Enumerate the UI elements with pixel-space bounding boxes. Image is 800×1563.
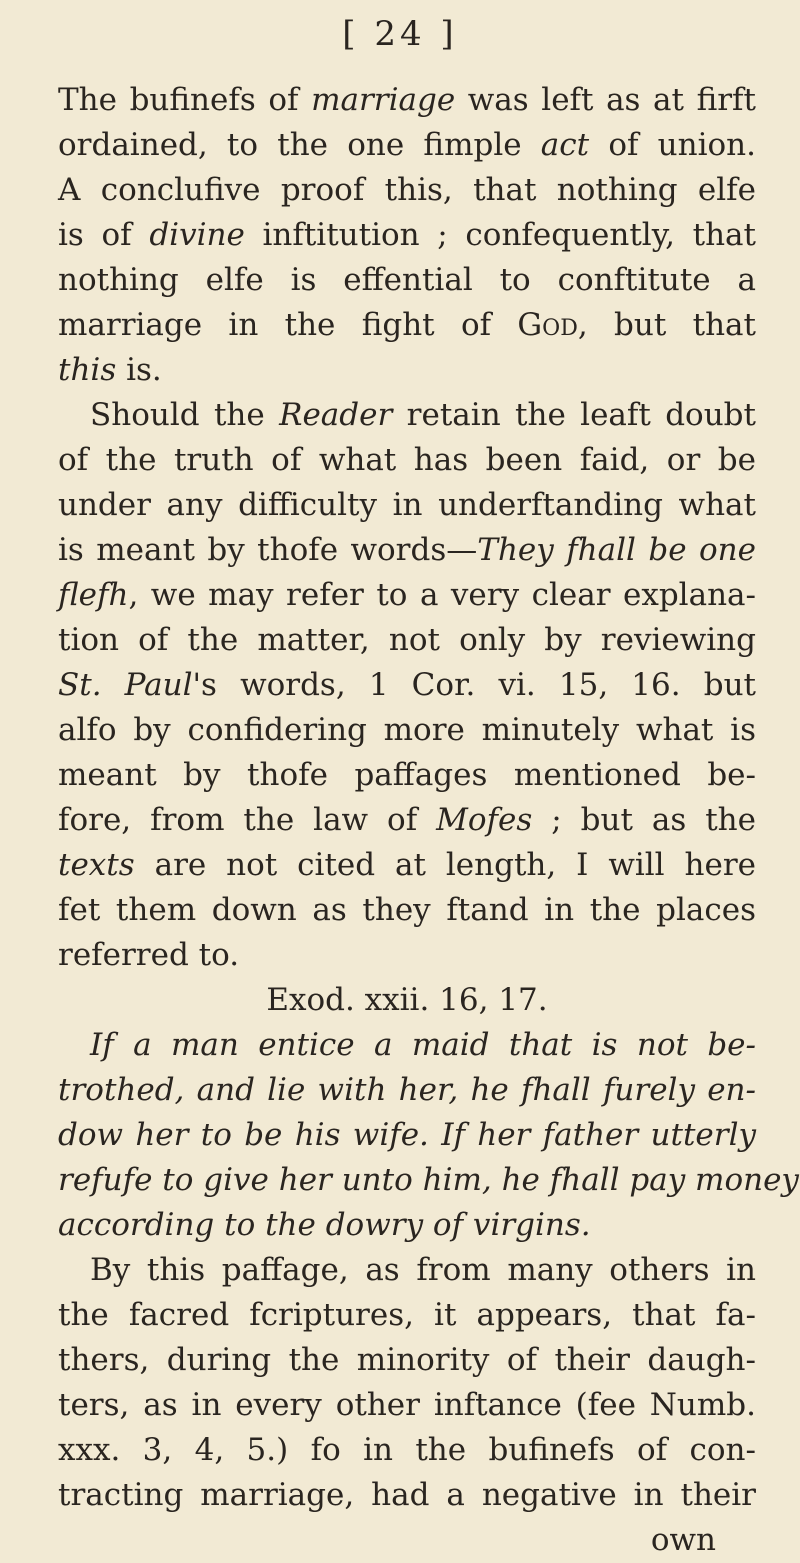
text-line	[58, 888, 756, 933]
text-segment: trothed, and lie with her, he fhall furely en-	[58, 1072, 756, 1108]
text-segment: nothing elfe is effential to conftitute a	[58, 262, 756, 298]
text-line	[58, 1473, 756, 1518]
text-line	[58, 1383, 756, 1428]
text-segment: , we may refer to a very clear explana-	[128, 577, 756, 613]
text-segment: If a man entice a maid that is not be-	[90, 1027, 756, 1063]
text-segment: are not cited at length, I will here	[134, 847, 756, 883]
text-line	[58, 1068, 756, 1113]
text-line	[58, 978, 756, 1023]
text-line	[58, 843, 756, 888]
text-line	[58, 1293, 756, 1338]
text-segment: divine	[149, 217, 245, 253]
text-line	[58, 168, 756, 213]
text-segment: fet them down as they ftand in the places	[58, 892, 756, 928]
text-segment: this	[58, 352, 117, 388]
text-segment: The bufinefs of	[58, 82, 312, 118]
text-line	[58, 1158, 799, 1203]
text-segment: thers, during the minority of their daugh-	[58, 1342, 756, 1378]
text-segment: tracting marriage, had a negative in their	[58, 1477, 756, 1513]
text-segment: dow her to be his wife. If her father utterly	[58, 1117, 756, 1153]
text-segment: flefh	[58, 577, 129, 613]
text-segment: meant by thofe paffages mentioned be-	[58, 757, 756, 793]
text-segment: the facred fcriptures, it appears, that fa-	[58, 1297, 756, 1333]
text-line	[58, 798, 756, 843]
text-line	[58, 933, 756, 978]
text-segment: Exod. xxii. 16, 17.	[266, 982, 548, 1018]
text-line	[58, 618, 756, 663]
text-segment: xxx. 3, 4, 5.) fo in the bufinefs of con-	[58, 1432, 756, 1468]
text-segment: is meant by thofe words—	[58, 532, 478, 568]
text-line	[58, 528, 756, 573]
text-segment: marriage in the fight of	[58, 307, 518, 343]
text-line	[58, 1248, 756, 1293]
text-segment: Mofes	[436, 802, 533, 838]
text-segment: 's words, 1 Cor. vi. 15, 16. but	[192, 667, 756, 703]
text-line	[58, 753, 756, 798]
text-segment: By this paffage, as from many others in	[90, 1252, 756, 1288]
text-line	[58, 573, 756, 618]
text-line	[58, 348, 756, 393]
text-line	[58, 663, 756, 708]
text-segment: ters, as in every other inftance (fee Numb.	[58, 1387, 756, 1423]
text-segment: tion of the matter, not only by reviewing	[58, 622, 756, 658]
text-line	[58, 1203, 756, 1248]
text-segment: referred to.	[58, 937, 240, 973]
text-line	[58, 393, 756, 438]
text-segment: is of	[58, 217, 150, 253]
text-segment: according to the dowry of virgins.	[58, 1207, 591, 1243]
text-segment: They fhall be one	[477, 532, 756, 568]
text-line	[58, 1113, 756, 1158]
catchword: own	[650, 1522, 716, 1558]
body-text	[58, 78, 799, 1563]
text-line	[58, 123, 756, 168]
text-segment: is.	[116, 352, 162, 388]
text-segment: A conclufive proof this, that nothing elfe	[58, 172, 756, 208]
text-segment: , but that	[577, 307, 756, 343]
text-line	[58, 258, 756, 303]
text-segment: act	[540, 127, 590, 163]
text-segment: texts	[58, 847, 135, 883]
text-segment: retain the leaft doubt	[392, 397, 756, 433]
text-segment: of union.	[589, 127, 756, 163]
text-segment: Should the	[90, 397, 280, 433]
text-line	[58, 438, 756, 483]
text-line	[58, 213, 756, 258]
text-segment: refufe to give her unto him, he fhall pay money	[58, 1162, 799, 1198]
text-line	[58, 78, 756, 123]
text-segment: St. Paul	[58, 667, 193, 703]
text-segment: under any difficulty in underftanding what	[58, 487, 756, 523]
text-line	[58, 1428, 756, 1473]
text-segment: of the truth of what has been faid, or be	[58, 442, 756, 478]
text-line	[58, 303, 756, 348]
text-segment: inftitution ; confequently, that	[244, 217, 756, 253]
page-number-header: [ 24 ]	[342, 14, 458, 54]
text-segment: ordained, to the one fimple	[58, 127, 541, 163]
text-segment: was left as at firft	[455, 82, 756, 118]
text-line	[58, 708, 756, 753]
text-segment: marriage	[311, 82, 456, 118]
text-line	[58, 483, 756, 528]
text-segment: God	[517, 307, 578, 343]
text-segment: fore, from the law of	[58, 802, 437, 838]
text-segment: alfo by confidering more minutely what is	[58, 712, 756, 748]
text-line	[58, 1338, 756, 1383]
text-segment: ; but as the	[532, 802, 756, 838]
text-segment: Reader	[279, 397, 393, 433]
text-line	[58, 1023, 756, 1068]
